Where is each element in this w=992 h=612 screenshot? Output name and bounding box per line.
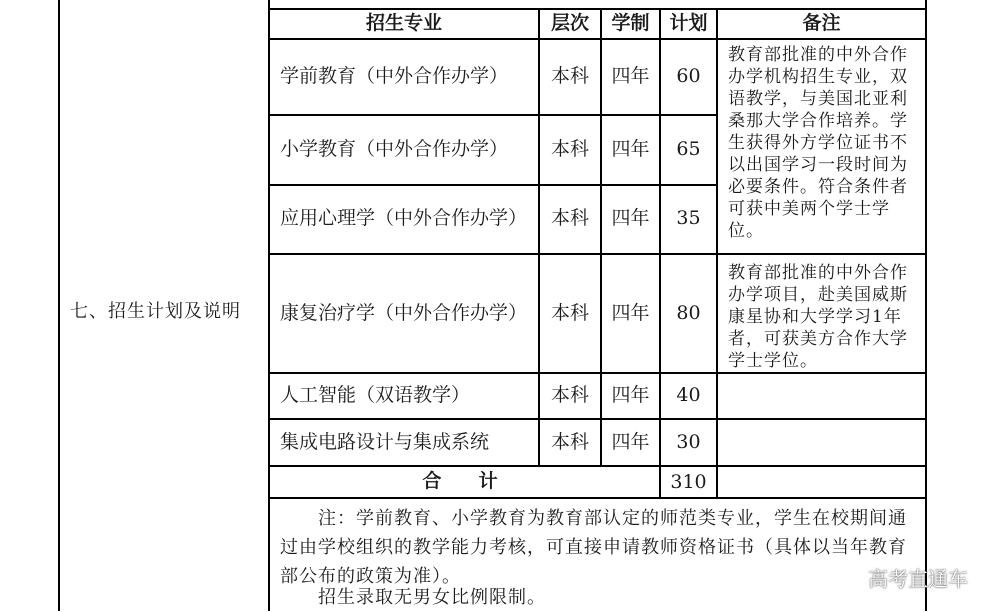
- table-row-major: 学前教育（中外合作办学）: [280, 65, 509, 87]
- table-row-level: 本科: [550, 65, 589, 87]
- table-border-right: [925, 0, 927, 611]
- table-row-plan: 35: [676, 207, 701, 229]
- table-row-duration: 四年: [611, 384, 650, 406]
- watermark: 高考直通车: [868, 567, 968, 591]
- section-label: 七、招生计划及说明: [70, 301, 241, 322]
- table-row-level: 本科: [550, 207, 589, 229]
- table-row-duration: 四年: [611, 65, 650, 87]
- row-line-1: [268, 114, 718, 116]
- table-border-left: [58, 0, 60, 611]
- row-line-5: [268, 418, 927, 420]
- total-label: 合 计: [422, 470, 506, 492]
- table-row-plan: 60: [676, 65, 701, 87]
- header-duration: 学制: [611, 12, 650, 34]
- table-row-duration: 四年: [611, 431, 650, 453]
- header-plan: 计划: [669, 12, 708, 34]
- row-line-3: [268, 253, 927, 255]
- row-line-header: [268, 38, 927, 40]
- table-row-major: 人工智能（双语教学）: [280, 384, 471, 406]
- table-row-duration: 四年: [611, 302, 650, 324]
- header-major: 招生专业: [365, 12, 442, 34]
- table-divider-section: [268, 0, 270, 611]
- table-row-major: 应用心理学（中外合作办学）: [280, 207, 528, 229]
- note-text: 注：学前教育、小学教育为教育部认定的师范类专业，学生在校期间通过由学校组织的教学能力考核，可直接申请教师资格证书（具体以当年教育部公布的政策为准）。: [280, 508, 907, 587]
- table-row-plan: 80: [676, 302, 701, 324]
- table-row-duration: 四年: [611, 207, 650, 229]
- table-row-major: 集成电路设计与集成系统: [280, 431, 490, 453]
- header-level: 层次: [550, 12, 589, 34]
- remarks-cooperative-institution: 教育部批准的中外合作办学机构招生专业，双语教学，与美国北亚利桑那大学合作培养。学生获得外方学位证书不以出国学习一段时间为必要条件。符合条件者可获中美两个学士学位。: [728, 45, 908, 241]
- row-line-6: [268, 465, 927, 467]
- note-gender-ratio: 招生录取无男女比例限制。: [318, 587, 546, 608]
- row-line-4: [268, 372, 927, 374]
- row-line-2: [268, 184, 718, 186]
- table-row-plan: 65: [676, 138, 701, 160]
- table-row-level: 本科: [550, 431, 589, 453]
- table-row-level: 本科: [550, 138, 589, 160]
- row-line-total: [268, 497, 927, 499]
- table-row-level: 本科: [550, 302, 589, 324]
- table-row-major: 小学教育（中外合作办学）: [280, 138, 509, 160]
- table-row-plan: 30: [676, 431, 701, 453]
- remarks-cooperative-project: 教育部批准的中外合作办学项目，赴美国威斯康星协和大学学习1年者，可获美方合作大学学士学位。: [728, 263, 908, 371]
- total-value: 310: [670, 471, 707, 493]
- table-row-duration: 四年: [611, 138, 650, 160]
- table-row-major: 康复治疗学（中外合作办学）: [280, 302, 528, 324]
- table-row-level: 本科: [550, 384, 589, 406]
- header-remarks: 备注: [802, 12, 841, 34]
- table-row-plan: 40: [676, 384, 701, 406]
- row-line-top: [268, 8, 927, 10]
